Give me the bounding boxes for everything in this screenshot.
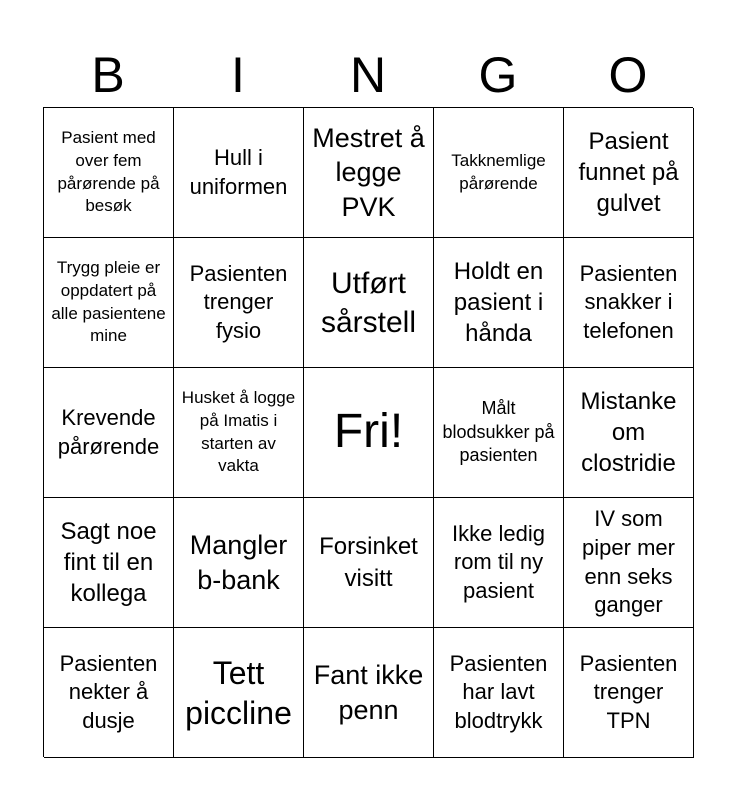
header-letter-g: G xyxy=(478,47,518,103)
cell-label: Pasienten trenger TPN xyxy=(579,650,678,733)
cell-label: Pasienten har lavt blodtrykk xyxy=(449,650,548,733)
bingo-cell-r4-c3[interactable] xyxy=(304,498,434,628)
bingo-cell-r3-c4[interactable] xyxy=(434,368,564,498)
cell-label: Hull i uniformen xyxy=(189,144,288,199)
cell-label: Forsinket visitt xyxy=(319,533,418,592)
bingo-cell-r1-c2[interactable] xyxy=(174,108,304,238)
cell-label: Pasienten snakker i telefonen xyxy=(579,260,678,343)
bingo-cell-r1-c1[interactable] xyxy=(44,108,174,238)
cell-label: Pasient med over fem pårørende på besøk xyxy=(57,127,160,216)
cell-label: Pasient funnet på gulvet xyxy=(578,127,679,218)
cell-label: Takknemlige pårørende xyxy=(451,150,546,193)
bingo-cell-r2-c4[interactable] xyxy=(434,238,564,368)
bingo-grid xyxy=(43,107,693,757)
header-letter-i: I xyxy=(231,47,245,103)
cell-label: Husket å logge på Imatis i starten av vakta xyxy=(181,387,296,476)
cell-label: Ikke ledig rom til ny pasient xyxy=(452,520,545,603)
cell-label: Mangler b-bank xyxy=(189,529,288,595)
cell-label: Mistanke om clostridie xyxy=(580,387,677,478)
bingo-cell-r3-c1[interactable] xyxy=(44,368,174,498)
cell-label: Krevende pårørende xyxy=(57,404,160,459)
bingo-cell-r2-c2[interactable] xyxy=(174,238,304,368)
cell-label: Pasienten trenger fysio xyxy=(189,260,288,343)
bingo-cell-r1-c4[interactable] xyxy=(434,108,564,238)
bingo-header xyxy=(43,44,693,106)
cell-label: Pasienten nekter å dusje xyxy=(59,650,158,733)
cell-label: Holdt en pasient i hånda xyxy=(453,257,544,348)
cell-label: IV som piper mer enn seks ganger xyxy=(582,506,675,618)
bingo-cell-r5-c2[interactable] xyxy=(174,628,304,758)
bingo-cell-r2-c5[interactable] xyxy=(564,238,694,368)
bingo-cell-r4-c4[interactable] xyxy=(434,498,564,628)
cell-label: Tett piccline xyxy=(185,654,292,731)
bingo-cell-r5-c3[interactable] xyxy=(304,628,434,758)
cell-label: Utført sårstell xyxy=(320,266,417,339)
bingo-cell-r4-c1[interactable] xyxy=(44,498,174,628)
bingo-cell-r1-c3[interactable] xyxy=(304,108,434,238)
cell-label: Målt blodsukker på pasienten xyxy=(442,398,555,466)
bingo-cell-r2-c3[interactable] xyxy=(304,238,434,368)
bingo-cell-r4-c2[interactable] xyxy=(174,498,304,628)
cell-label: Trygg pleie er oppdatert på alle pasientene mine xyxy=(51,257,166,346)
header-letter-o: O xyxy=(608,47,648,103)
bingo-cell-r5-c4[interactable] xyxy=(434,628,564,758)
bingo-cell-r2-c1[interactable] xyxy=(44,238,174,368)
header-letter-n: N xyxy=(349,47,387,103)
cell-label: Mestret å legge PVK xyxy=(312,122,425,222)
bingo-cell-r3-c2[interactable] xyxy=(174,368,304,498)
cell-label: Sagt noe fint til en kollega xyxy=(60,517,157,608)
bingo-cell-r3-c5[interactable] xyxy=(564,368,694,498)
cell-label: Fant ikke penn xyxy=(313,659,424,725)
bingo-cell-r5-c1[interactable] xyxy=(44,628,174,758)
free-space-label: Fri! xyxy=(333,405,404,459)
header-letter-b: B xyxy=(91,47,125,103)
bingo-cell-r5-c5[interactable] xyxy=(564,628,694,758)
bingo-cell-r4-c5[interactable] xyxy=(564,498,694,628)
bingo-cell-r3-c3-free[interactable] xyxy=(304,368,434,498)
bingo-cell-r1-c5[interactable] xyxy=(564,108,694,238)
